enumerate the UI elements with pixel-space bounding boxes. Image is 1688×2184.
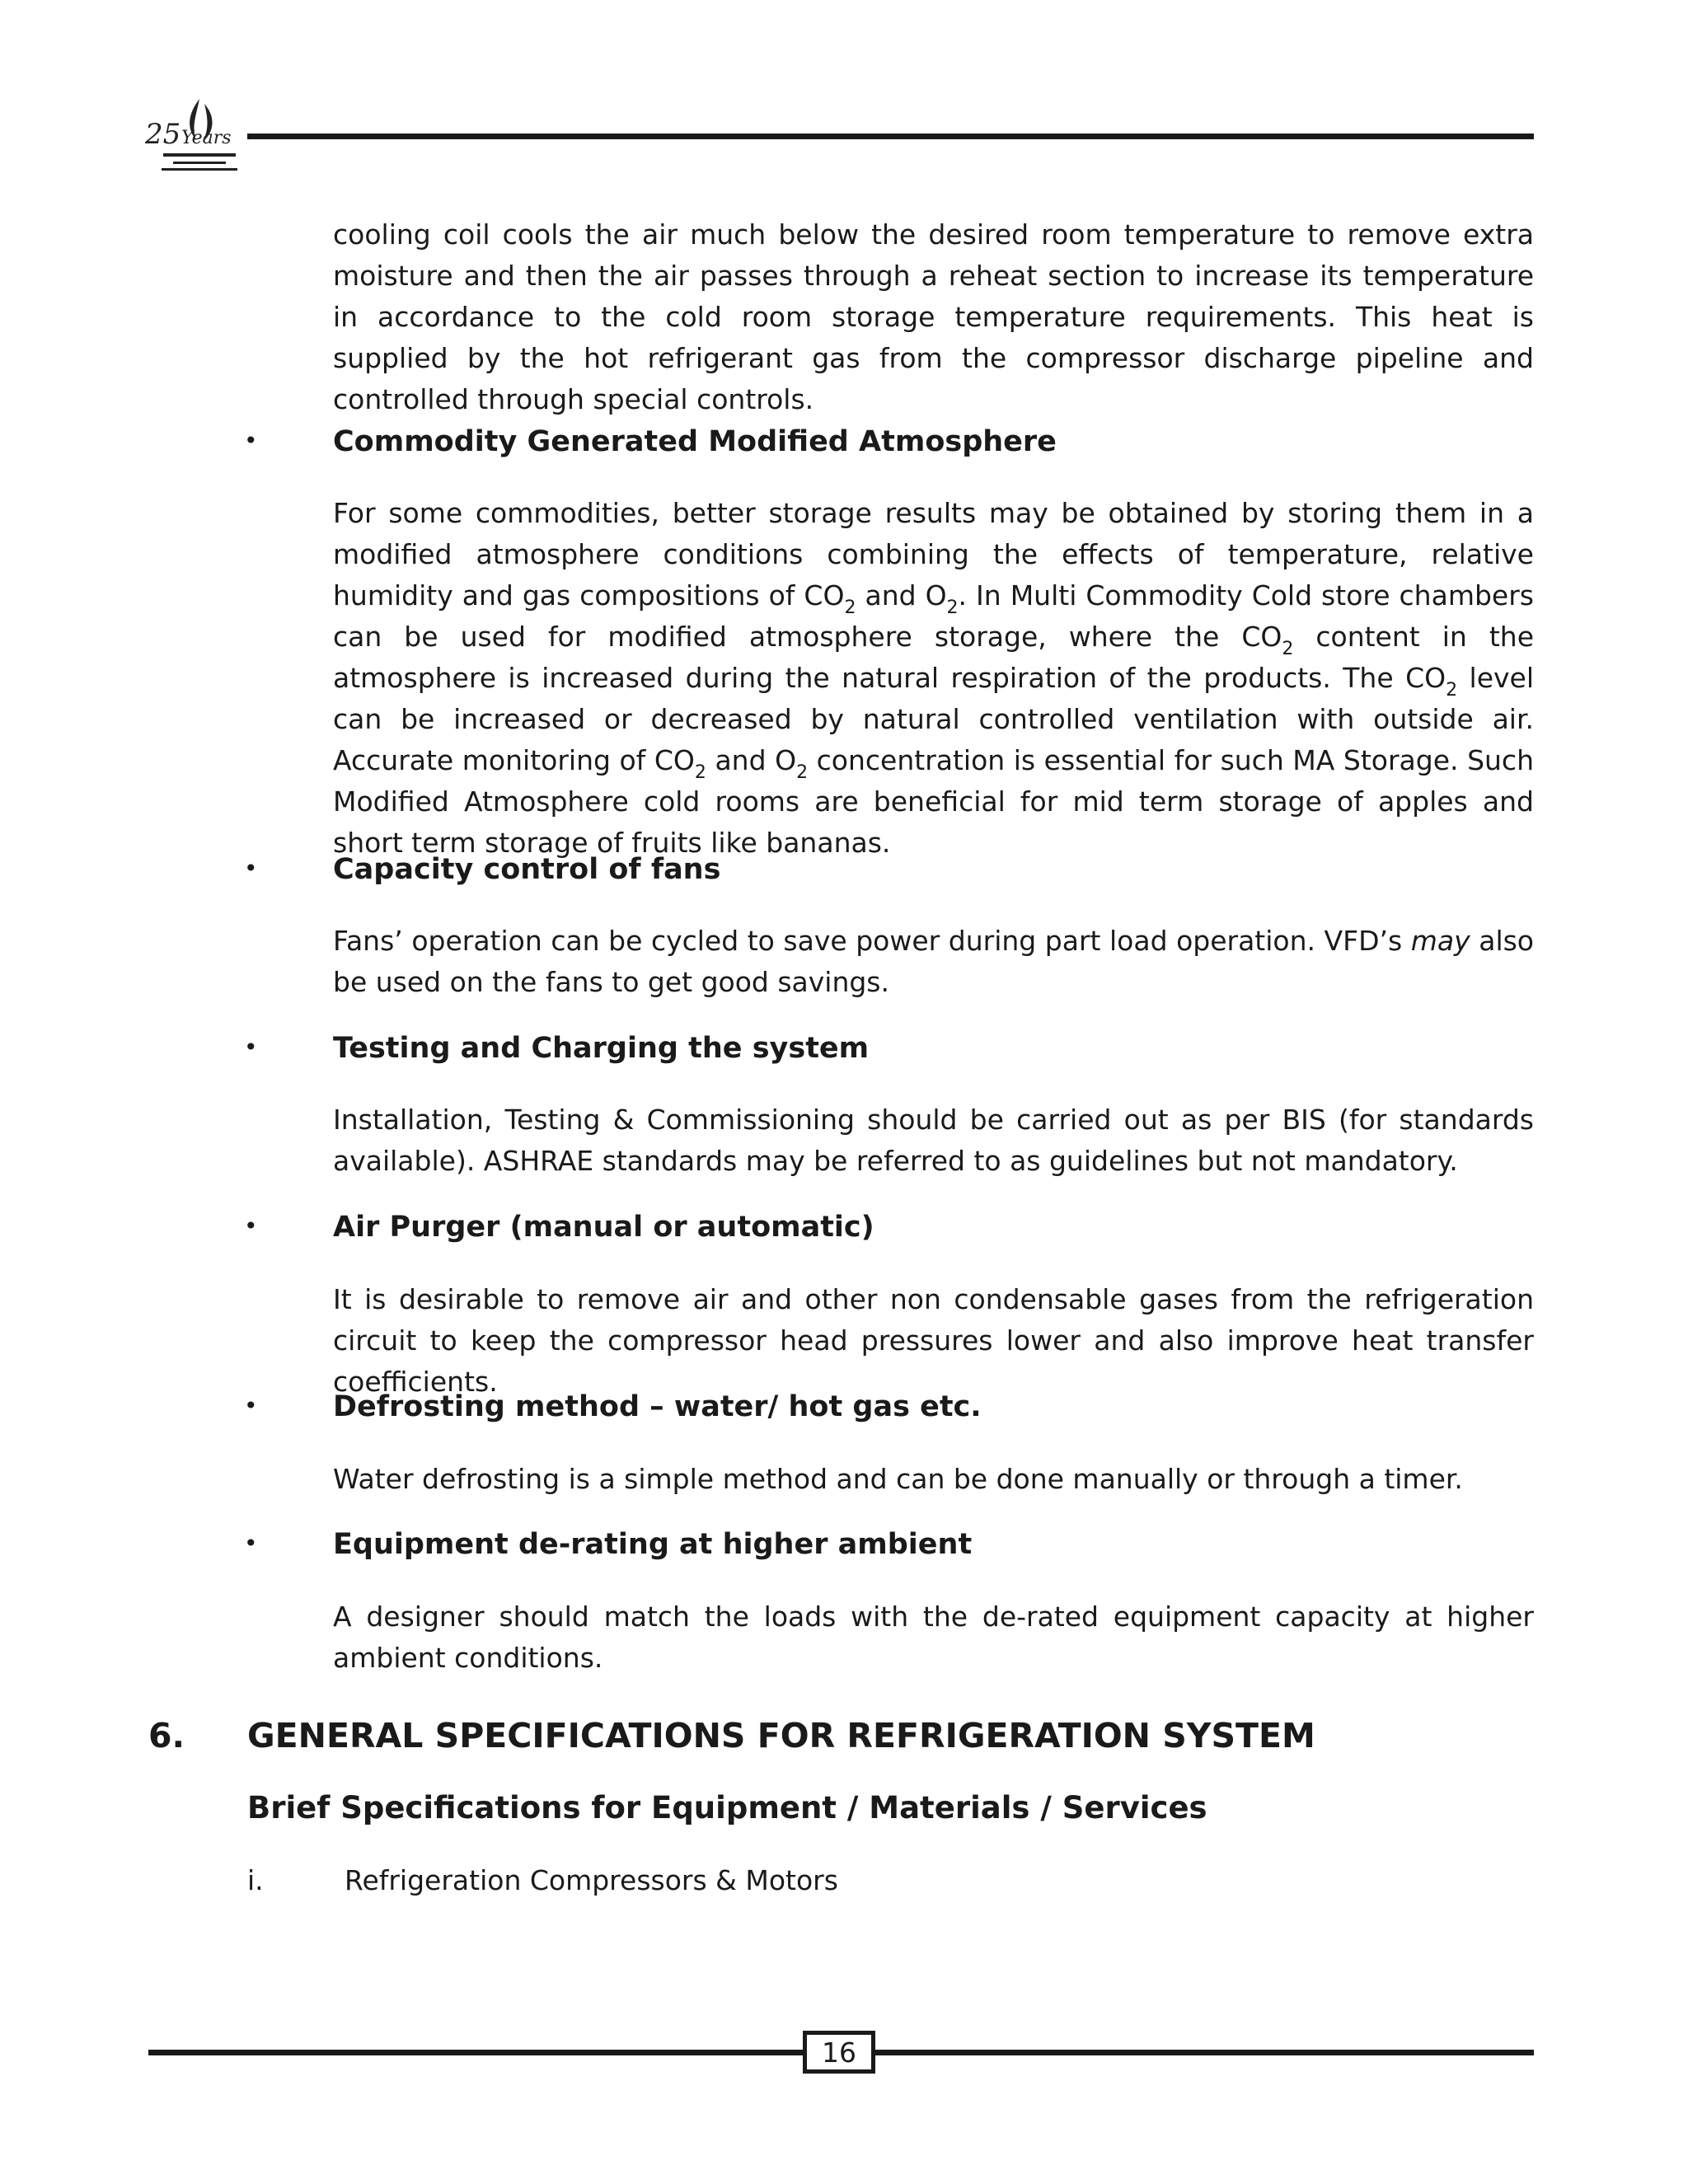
paragraph-testing-charging: Installation, Testing & Commissioning should be carried out as per BIS (for standards available). ASHRAE standards may be referred to as guidelines but not mandatory. [333, 1104, 1534, 1177]
paragraph-defrosting-method: Water defrosting is a simple method and can be done manually or through a timer. [333, 1463, 1463, 1495]
heading-air-purger: Air Purger (manual or automatic) [333, 1211, 874, 1244]
heading-equipment-derating: Equipment de-rating at higher ambient [333, 1528, 973, 1561]
bullet-icon: • [244, 427, 258, 454]
svg-text:Years: Years [181, 128, 232, 148]
bullet-icon: • [244, 1530, 258, 1557]
heading-commodity-modified-atmosphere: Commodity Generated Modified Atmosphere [333, 425, 1057, 458]
heading-capacity-control-fans: Capacity control of fans [333, 853, 721, 886]
subsection-title: Brief Specifications for Equipment / Materials / Services [247, 1790, 1207, 1825]
bullet-icon: • [244, 1212, 258, 1240]
list-item-text: Refrigeration Compressors & Motors [345, 1864, 838, 1896]
paragraph-capacity-control-fans: Fans’ operation can be cycled to save power during part load operation. VFD’s may also be used on the fans to get good savings. [333, 925, 1534, 998]
heading-testing-charging: Testing and Charging the system [333, 1032, 870, 1065]
page-number: 16 [803, 2031, 875, 2074]
national-horticulture-board-logo [142, 92, 257, 191]
footer-rule-left [148, 2050, 803, 2055]
section-title: GENERAL SPECIFICATIONS FOR REFRIGERATION SYSTEM [247, 1716, 1315, 1755]
bullet-icon: • [244, 855, 258, 882]
bullet-icon: • [244, 1392, 258, 1419]
list-item-number: i. [247, 1864, 264, 1896]
footer-rule-right [875, 2050, 1534, 2055]
paragraph-equipment-derating: A designer should match the loads with the de-rated equipment capacity at higher ambient conditions. [333, 1601, 1534, 1674]
section-number: 6. [148, 1716, 185, 1755]
svg-text:25: 25 [145, 118, 181, 151]
paragraph-air-purger: It is desirable to remove air and other non condensable gases from the refrigeration circuit to keep the compressor head pressures lower and also improve heat transfer coefficients. [333, 1283, 1534, 1398]
heading-defrosting-method: Defrosting method – water/ hot gas etc. [333, 1390, 982, 1423]
bullet-icon: • [244, 1033, 258, 1061]
intro-paragraph: cooling coil cools the air much below the desired room temperature to remove extra moisture and then the air passes through a reheat section to increase its temperature in accordance to the cold room storage temperature requirements. This heat is supplied by the hot refrigerant gas from the compressor discharge pipeline and controlled through special controls. [333, 218, 1534, 415]
paragraph-commodity-modified-atmosphere: For some commodities, better storage results may be obtained by storing them in a modified atmosphere conditions combining the effects of temperature, relative humidity and gas compositions of $CO_2$ and $O_2$. In Multi Commodity Cold store chambers can be used for modified atmosphere storage, where the $CO_2$ content in the atmosphere is increased during the natural respiration of the products. The $CO_2$ level can be increased or decreased by natural controlled ventilation with outside air. Accurate monitoring of $CO_2$ and $O_2$ concentration is essential for such MA Storage. Such Modified Atmosphere cold rooms are beneficial for mid term storage of apples and short term storage of fruits like bananas. [333, 497, 1534, 859]
header-rule [247, 134, 1534, 139]
